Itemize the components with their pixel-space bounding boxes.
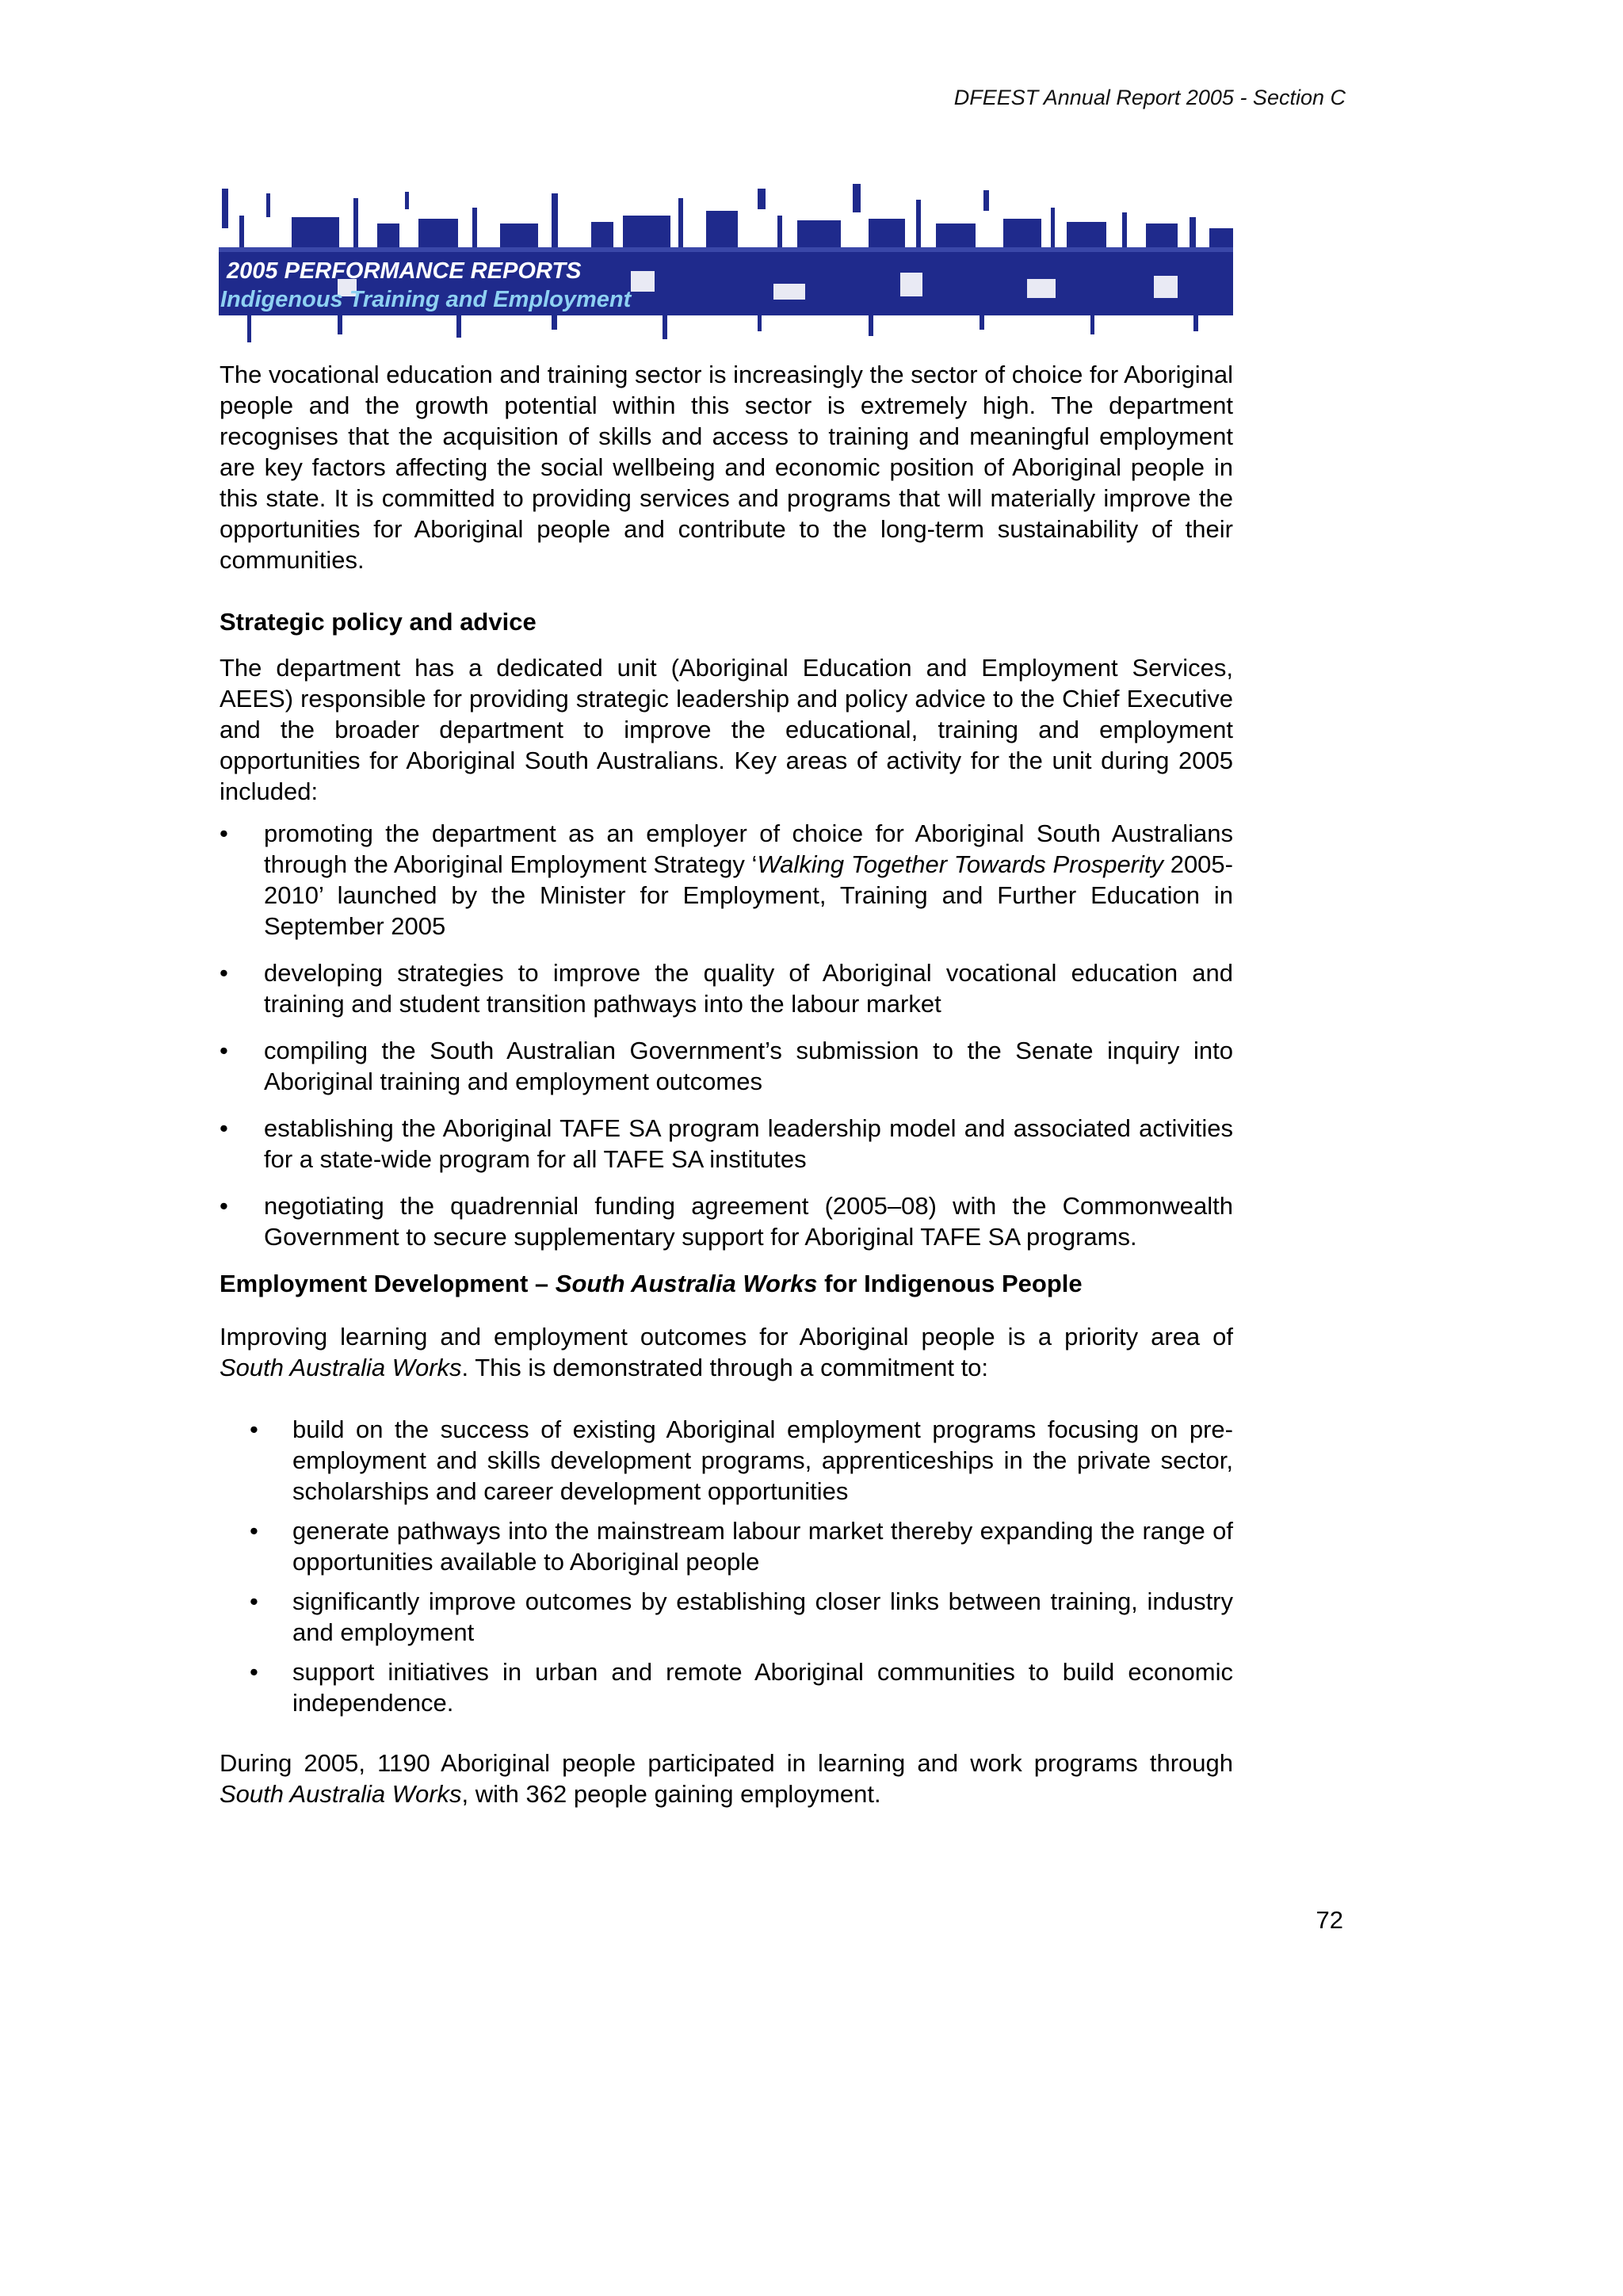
report-body	[220, 359, 1233, 1809]
running-header: DFEEST Annual Report 2005 - Section C	[953, 86, 1346, 109]
list-item: • support initiatives in urban and remote Aboriginal communities to build economic independence.	[250, 1658, 1233, 1717]
list-item: • significantly improve outcomes by establishing closer links between training, industry and employment	[250, 1587, 1233, 1646]
list-item: • compiling the South Australian Government’s submission to the Senate inquiry into Aboriginal training and employment outcomes	[220, 1037, 1233, 1095]
strategy-title-italic: Walking Together Towards Prosperity	[757, 850, 1164, 878]
strategic-bullet-list	[220, 818, 1233, 1252]
banner-title: 2005 PERFORMANCE REPORTS	[227, 258, 582, 284]
bullet-icon: •	[220, 1037, 228, 1064]
bullet-icon: •	[220, 819, 228, 847]
bullet-icon: •	[220, 959, 228, 987]
bullet-icon: •	[250, 1587, 258, 1615]
employment-heading: Employment Development – South Australia Works for Indigenous People	[220, 1270, 1083, 1297]
bullet-icon: •	[250, 1658, 258, 1686]
banner-subtitle: Indigenous Training and Employment	[220, 287, 632, 312]
bullet-icon: •	[220, 1114, 228, 1142]
section-banner	[219, 184, 1233, 346]
page-number: 72	[1316, 1906, 1343, 1934]
intro-paragraph: The vocational education and training sector is increasingly the sector of choice for Aboriginal people and the growth potential within this sector is extremely high. The department recognises that the acquisition of skills and access to training and meaningful employment are key factors affecting the social wellbeing and economic position of Aboriginal people in this state. It is committed to providing services and programs that will materially improve the opportunities for Aboriginal people and contribute to the long-term sustainability of their communities.	[220, 361, 1233, 574]
list-item: • establishing the Aboriginal TAFE SA program leadership model and associated activities for a state-wide program for all TAFE SA institutes	[220, 1114, 1233, 1173]
strategic-paragraph: The department has a dedicated unit (Aboriginal Education and Employment Services, AEES) responsible for providing strategic leadership and policy advice to the Chief Executive and the broader department to improve the educational, training and employment opportunities for Aboriginal South Australians. Key areas of activity for the unit during 2005 included:	[220, 654, 1233, 805]
bullet-icon: •	[250, 1415, 258, 1443]
employment-bullet-list	[220, 1414, 1233, 1718]
list-item: • developing strategies to improve the quality of Aboriginal vocational education and training and student transition pathways into the labour market	[220, 959, 1233, 1018]
strategic-heading: Strategic policy and advice	[220, 608, 537, 636]
closing-paragraph: During 2005, 1190 Aboriginal people participated in learning and work programs through South Australia Works, with 362 people gaining employment.	[220, 1749, 1233, 1808]
list-item: • negotiating the quadrennial funding agreement (2005–08) with the Commonwealth Government to secure supplementary support for Aboriginal TAFE SA programs.	[220, 1192, 1233, 1251]
employment-paragraph: Improving learning and employment outcomes for Aboriginal people is a priority area of South Australia Works. This is demonstrated through a commitment to:	[220, 1323, 1233, 1381]
bullet-icon: •	[220, 1192, 228, 1220]
list-item: • generate pathways into the mainstream labour market thereby expanding the range of opportunities available to Aboriginal people	[250, 1517, 1233, 1576]
list-item: • build on the success of existing Aboriginal employment programs focusing on pre-employment and skills development programs, apprenticeships in the private sector, scholarships and career development opportunities	[250, 1415, 1233, 1505]
bullet-icon: •	[250, 1517, 258, 1545]
list-item: • promoting the department as an employer of choice for Aboriginal South Australians through the Aboriginal Employment Strategy ‘Walking Together Towards Prosperity 2005-2010’ launched by the Minister for Employment, Training and Further Education in September 2005	[220, 819, 1233, 940]
